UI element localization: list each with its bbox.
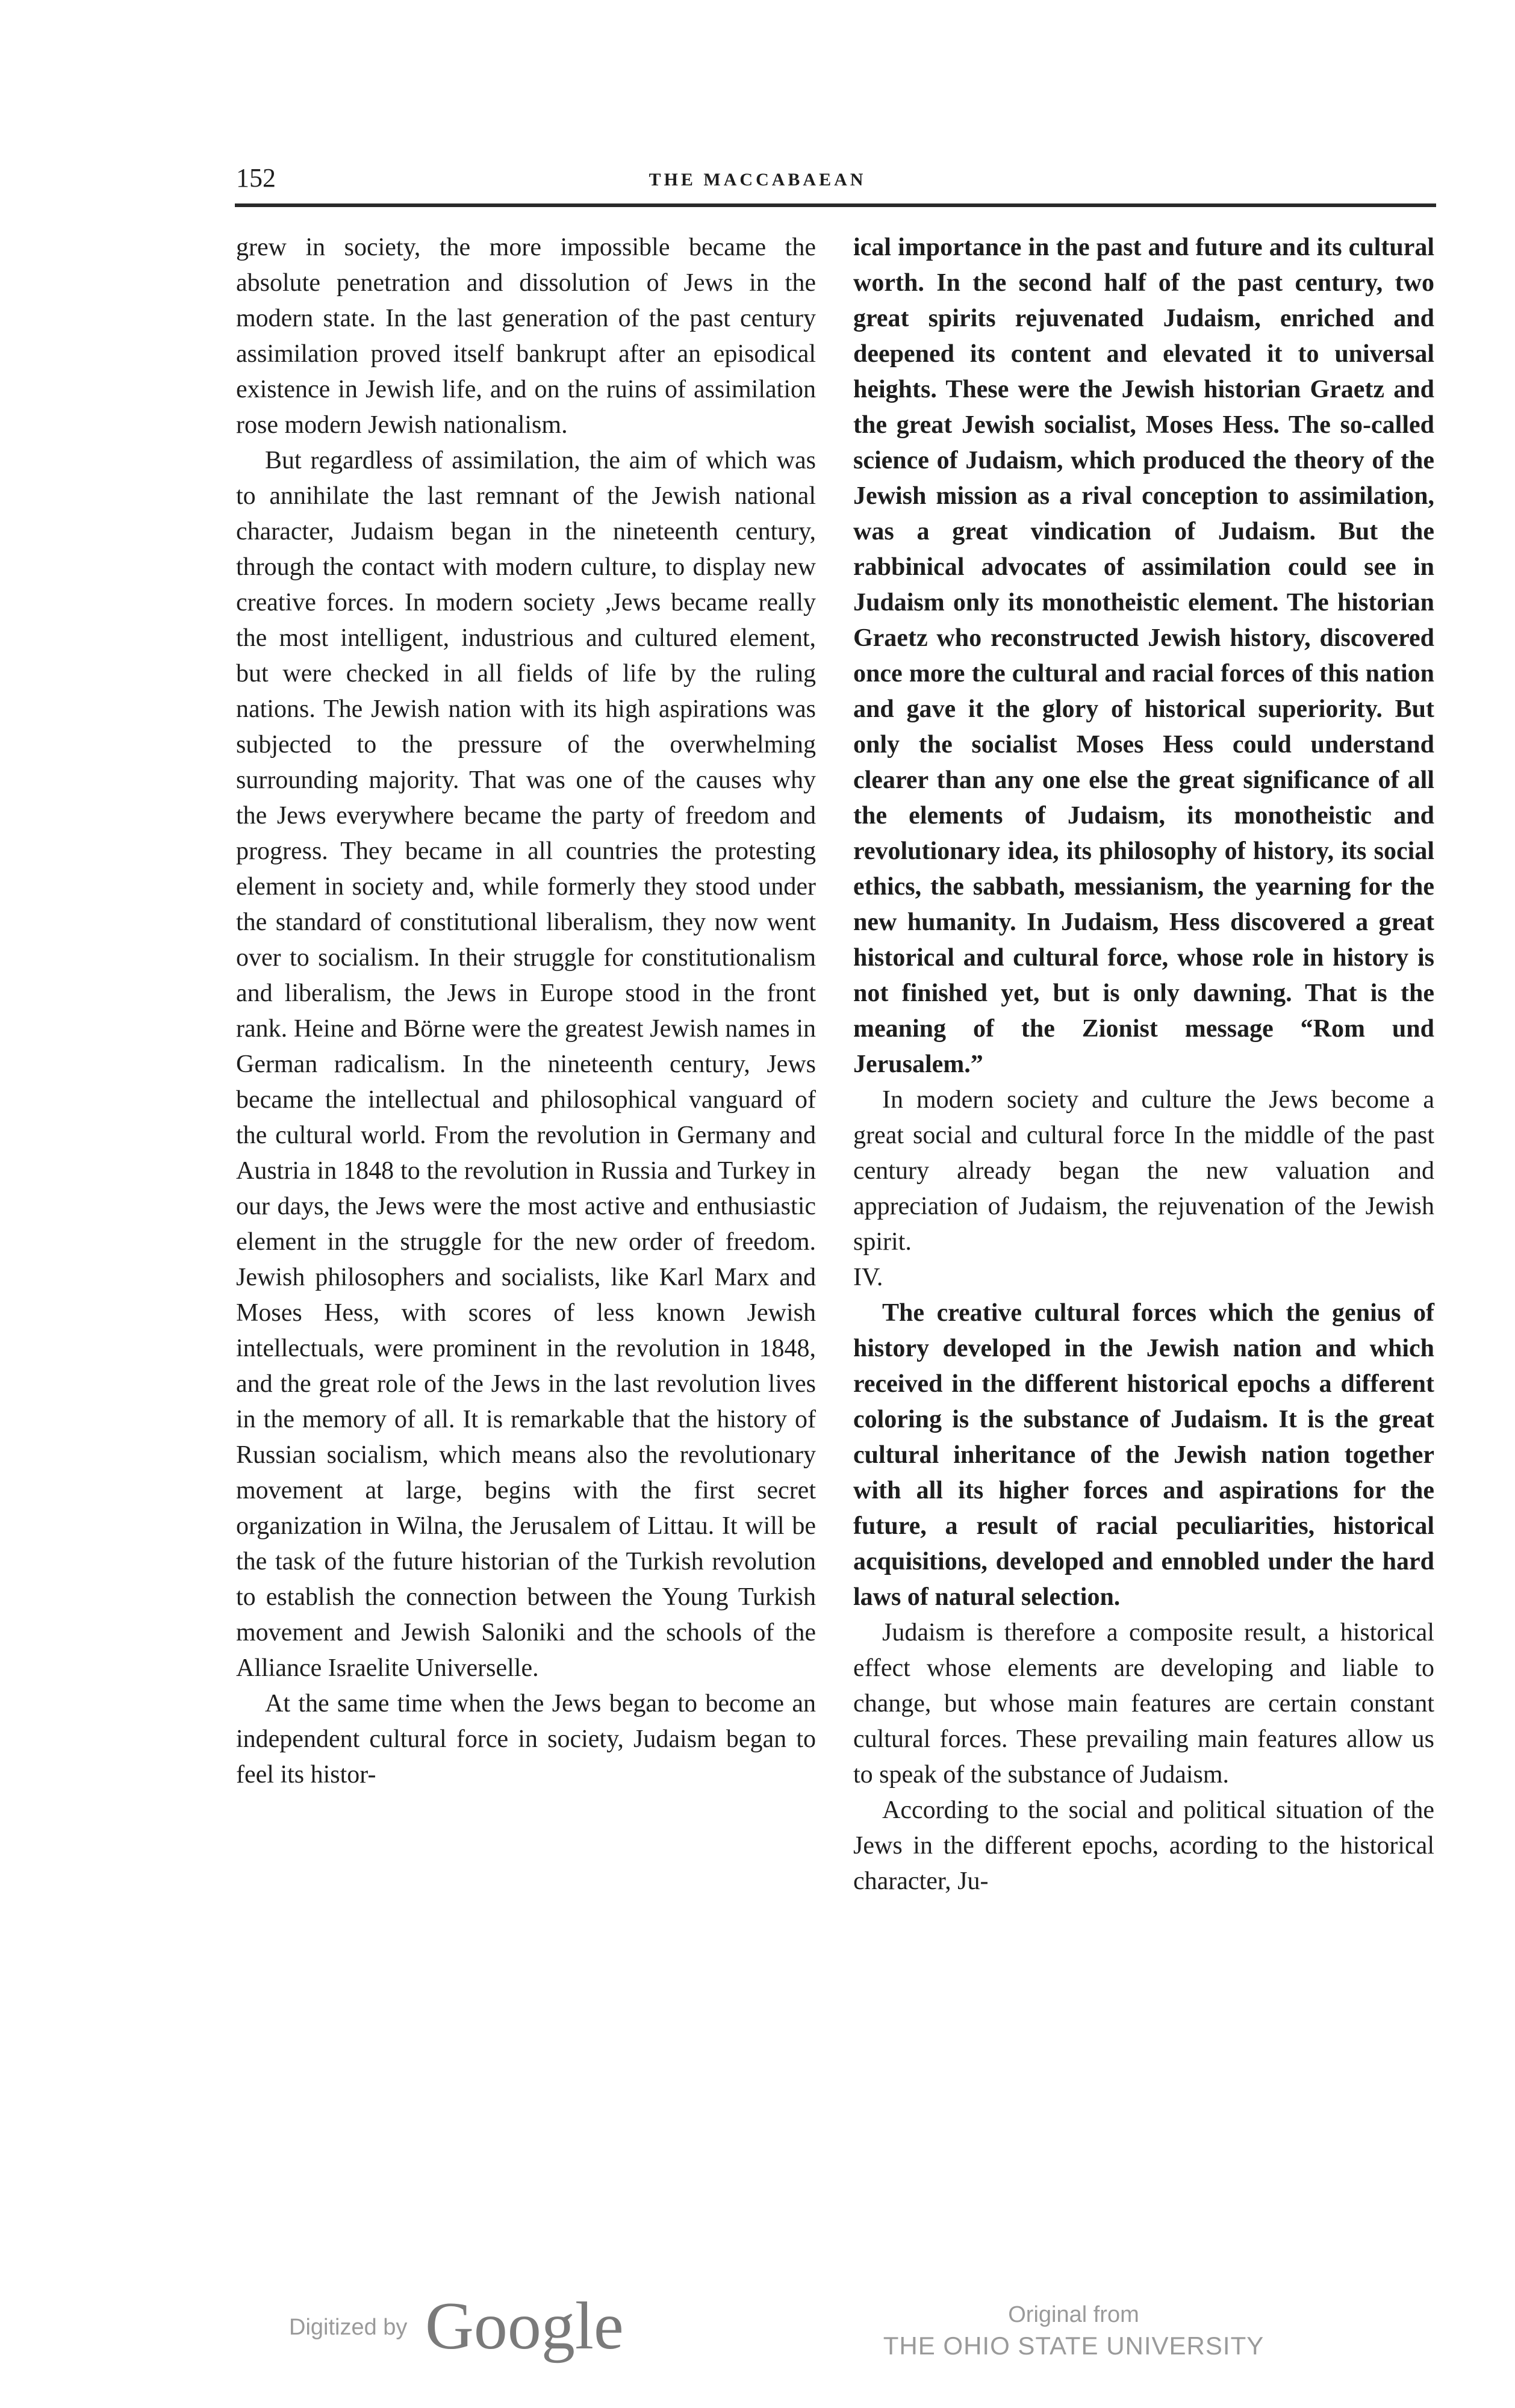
digitized-by-label: Digitized by [289, 2315, 408, 2340]
header-rule [235, 203, 1436, 207]
paragraph: ical importance in the past and future and its cultural worth. In the second half of the past century, two great spirits rejuvenated Judaism, enriched and deepened its content and elevated it to universal heights. These were the Jewish historian Graetz and the great Jewish socialist, Moses Hess. The so-called science of Judaism, which produced the theory of the Jewish mission as a rival conception to assimilation, was a great vindication of Judaism. But the rabbinical advocates of assimilation could see in Judaism only its monotheistic element. The historian Graetz who reconstructed Jewish history, discovered once more the cultural and racial forces of this nation and gave it the glory of historical superiority. But only the socialist Moses Hess could understand clearer than any one else the great significance of all the elements of Judaism, its monotheistic and revolutionary idea, its philosophy of history, its social ethics, the sabbath, messianism, the yearning for the new humanity. In Judaism, Hess discovered a great historical and cultural force, whose role in history is not finished yet, but is only dawning. That is the meaning of the Zionist message “Rom und Jerusalem.” [853, 234, 1434, 1078]
paragraph: But regardless of assimilation, the aim of which was to annihilate the last remnant of the Jewish national character, Judaism began in the nineteenth century, through the contact with modern culture, to display new creative forces. In modern society ,Jews became really the most intelligent, industrious and cultured element, but were checked in all fields of life by the ruling nations. The Jewish nation with its high aspirations was subjected to the pressure of the overwhelming surrounding majority. That was one of the causes why the Jews everywhere became the party of freedom and progress. They became in all countries the protesting element in society and, while formerly they stood under the standard of constitutional liberalism, they now went over to socialism. In their struggle for constitutionalism and liberalism, the Jews in Europe stood in the front rank. Heine and Börne were the greatest Jewish names in German radicalism. In the nineteenth century, Jews became the intellectual and philosophical vanguard of the cultural world. From the revolution in Germany and Austria in 1848 to the revolution in Russia and Turkey in our days, the Jews were the most active and enthusiastic element in the struggle for the new order of freedom. Jewish philosophers and socialists, like Karl Marx and Moses Hess, with scores of less known Jewish intellectuals, were prominent in the revolution in 1848, and the great role of the Jews in the last revolution lives in the memory of all. It is remarkable that the history of Russian socialism, which means also the revolutionary movement at large, begins with the first secret organization in Wilna, the Jerusalem of Littau. It will be the task of the future historian of the Turkish revolution to establish the connection between the Young Turkish movement and Jewish Saloniki and the schools of the Alliance Israelite Universelle. [236, 447, 816, 1682]
paragraph: In modern society and culture the Jews become a great social and cultural force In the middle of the past century already began the new valuation and appreciation of Judaism, the rejuvenation of the Jewish spirit. [853, 1086, 1434, 1256]
left-column [236, 230, 816, 1793]
original-from-label: Original from [1008, 2302, 1139, 2327]
paragraph: Judaism is therefore a composite result, a historical effect whose elements are developing and liable to change, but whose main features are certain constant cultural forces. These prevailing main features allow us to speak of the substance of Judaism. [853, 1619, 1434, 1789]
institution-name: THE OHIO STATE UNIVERSITY [883, 2332, 1265, 2360]
section-number: IV. [853, 1264, 883, 1291]
paragraph: According to the social and political situation of the Jews in the different epochs, acording to the historical character, Ju- [853, 1796, 1434, 1895]
paragraph: At the same time when the Jews began to become an independent cultural force in society, Judaism began to feel its histor- [236, 1690, 816, 1789]
right-column [853, 230, 1434, 1899]
original-source [863, 2300, 1284, 2362]
google-logo: Google [425, 2289, 624, 2363]
page-number: 152 [236, 163, 276, 193]
paragraph: grew in society, the more impossible became the absolute penetration and dissolution of Jews in the modern state. In the last generation of the past century assimilation proved itself bankrupt after an episodical existence in Jewish life, and on the ruins of assimilation rose modern Jewish nationalism. [236, 234, 816, 439]
running-title: THE MACCABAEAN [649, 170, 866, 190]
paragraph: The creative cultural forces which the genius of history developed in the Jewish nation and which received in the different historical epochs a different coloring is the substance of Judaism. It is the great cultural inheritance of the Jewish nation together with all its higher forces and aspirations for the future, a result of racial peculiarities, historical acquisitions, developed and ennobled under the hard laws of natural selection. [853, 1299, 1434, 1611]
